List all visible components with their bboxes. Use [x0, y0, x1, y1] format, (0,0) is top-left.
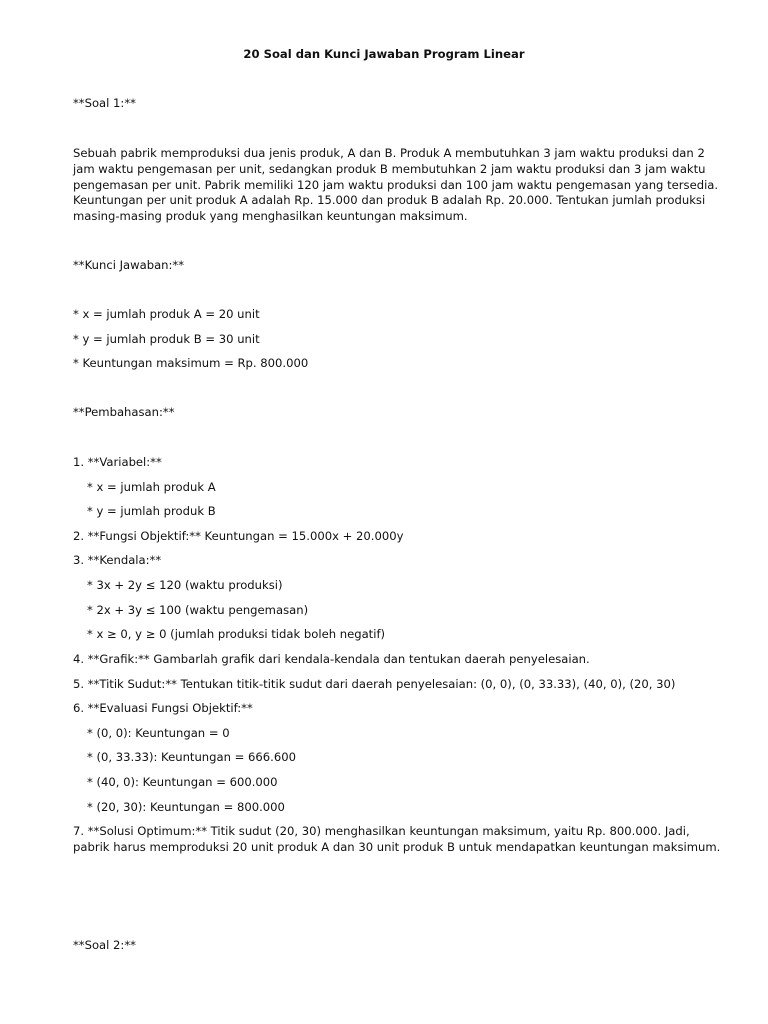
step-subitem: * (40, 0): Keuntungan = 600.000: [87, 775, 278, 789]
step-subitem: * (20, 30): Keuntungan = 800.000: [87, 800, 285, 814]
problem-line: pengemasan per unit. Pabrik memiliki 120 jam waktu produksi dan 100 jam waktu pengemasan yang tersedia.: [73, 178, 719, 192]
list-item: * y = jumlah produk B = 30 unit: [73, 332, 260, 346]
problem-line: Sebuah pabrik memproduksi dua jenis produk, A dan B. Produk A membutuhkan 3 jam waktu produksi dan 2: [73, 146, 705, 160]
step-item: 6. **Evaluasi Fungsi Objektif:**: [73, 701, 253, 715]
kunci-jawaban-heading: **Kunci Jawaban:**: [73, 258, 185, 272]
problem-line: Keuntungan per unit produk A adalah Rp. 15.000 dan produk B adalah Rp. 20.000. Tentukan jumlah produksi: [73, 193, 706, 207]
list-item: * x = jumlah produk A = 20 unit: [73, 307, 260, 321]
problem-line: jam waktu pengemasan per unit, sedangkan produk B membutuhkan 2 jam waktu produksi dan 3 jam waktu: [73, 162, 706, 176]
soal-2-heading: **Soal 2:**: [73, 938, 136, 952]
step-item: 7. **Solusi Optimum:** Titik sudut (20, 30) menghasilkan keuntungan maksimum, yaitu Rp. 800.000. Jadi,: [73, 824, 690, 838]
step-item: 1. **Variabel:**: [73, 455, 162, 469]
step-item: 2. **Fungsi Objektif:** Keuntungan = 15.000x + 20.000y: [73, 529, 404, 543]
step-subitem: * (0, 33.33): Keuntungan = 666.600: [87, 750, 296, 764]
problem-line: masing-masing produk yang menghasilkan keuntungan maksimum.: [73, 209, 468, 223]
step-item: 3. **Kendala:**: [73, 553, 162, 567]
list-item: * Keuntungan maksimum = Rp. 800.000: [73, 356, 309, 370]
step-subitem: * x = jumlah produk A: [87, 480, 216, 494]
soal-1-heading: **Soal 1:**: [73, 96, 136, 110]
page-title: 20 Soal dan Kunci Jawaban Program Linear: [243, 47, 525, 61]
step-subitem: * y = jumlah produk B: [87, 504, 216, 518]
step-subitem: * 3x + 2y ≤ 120 (waktu produksi): [87, 578, 283, 592]
step-item: 4. **Grafik:** Gambarlah grafik dari kendala-kendala dan tentukan daerah penyelesaian.: [73, 652, 590, 666]
step-item-continuation: pabrik harus memproduksi 20 unit produk A dan 30 unit produk B untuk mendapatkan keuntungan maksimum.: [73, 840, 721, 854]
pembahasan-heading: **Pembahasan:**: [73, 405, 175, 419]
step-subitem: * 2x + 3y ≤ 100 (waktu pengemasan): [87, 603, 309, 617]
step-item: 5. **Titik Sudut:** Tentukan titik-titik sudut dari daerah penyelesaian: (0, 0), (0, 33.33), (40, 0), (20, 30): [73, 677, 676, 691]
step-subitem: * (0, 0): Keuntungan = 0: [87, 726, 230, 740]
step-subitem: * x ≥ 0, y ≥ 0 (jumlah produksi tidak boleh negatif): [87, 627, 386, 641]
